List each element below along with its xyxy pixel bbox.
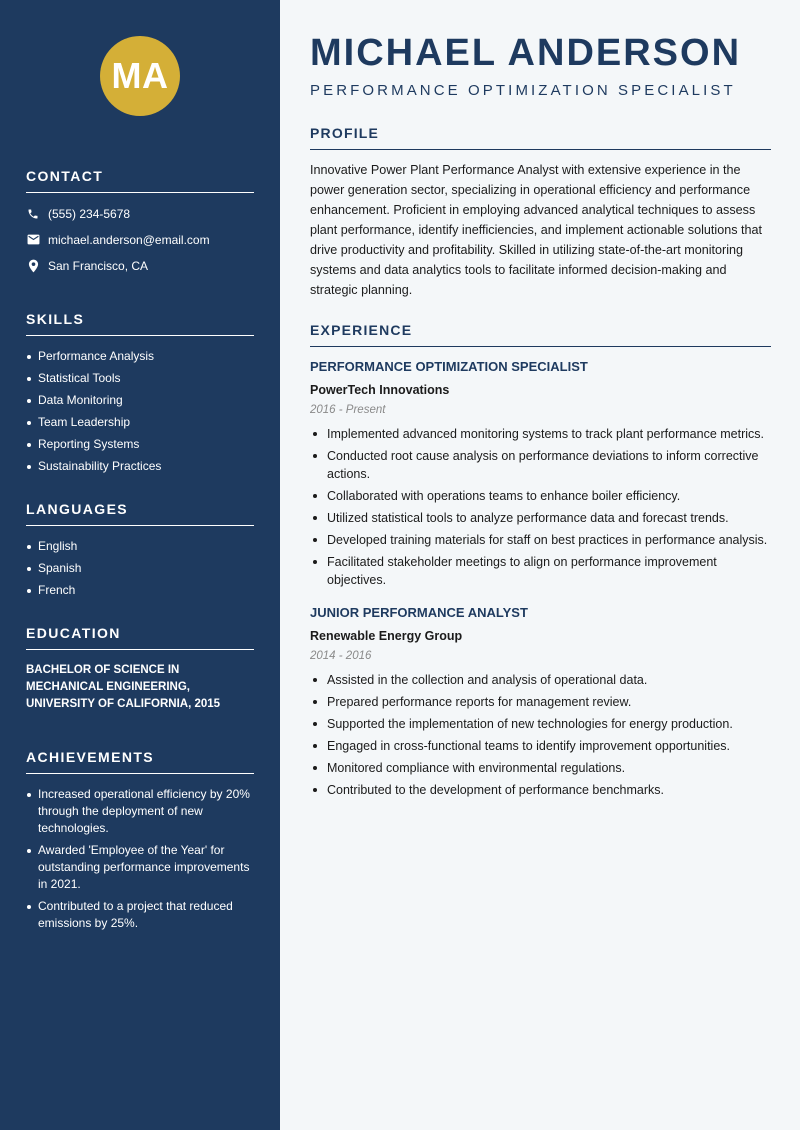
contact-email (26, 231, 254, 248)
job-entry (310, 605, 771, 799)
skill-item: Data Monitoring (26, 392, 254, 409)
job-company: PowerTech Innovations (310, 383, 450, 397)
job-entry (310, 359, 771, 589)
languages-heading: LANGUAGES (26, 501, 254, 526)
job-bullet: Facilitated stakeholder meetings to align on performance improvement objectives. (310, 553, 771, 589)
job-title: PERFORMANCE OPTIMIZATION SPECIALIST (310, 359, 588, 374)
job-dates: 2014 - 2016 (310, 650, 372, 662)
phone-icon (26, 207, 40, 221)
profile-section (310, 125, 771, 300)
languages-list (26, 538, 254, 599)
mail-icon (26, 233, 40, 247)
job-bullet: Utilized statistical tools to analyze performance data and forecast trends. (310, 509, 771, 527)
sidebar (0, 0, 280, 1130)
experience-section (310, 322, 771, 799)
contact-section (26, 168, 254, 274)
contact-phone (26, 205, 254, 222)
job-bullet: Prepared performance reports for management review. (310, 693, 771, 711)
job-dates: 2016 - Present (310, 404, 386, 416)
language-item: Spanish (26, 560, 254, 577)
job-bullet: Contributed to the development of performance benchmarks. (310, 781, 771, 799)
skill-item: Statistical Tools (26, 370, 254, 387)
skill-item: Sustainability Practices (26, 458, 254, 475)
skill-item: Reporting Systems (26, 436, 254, 453)
skills-list (26, 348, 254, 475)
skills-heading: SKILLS (26, 311, 254, 336)
contact-heading: CONTACT (26, 168, 254, 193)
achievement-item: Awarded 'Employee of the Year' for outstanding performance improvements in 2021. (26, 842, 254, 893)
achievement-item: Contributed to a project that reduced emissions by 25%. (26, 898, 254, 932)
job-bullet: Supported the implementation of new technologies for energy production. (310, 715, 771, 733)
skills-section (26, 311, 254, 475)
achievements-section (26, 749, 254, 932)
job-title: JUNIOR PERFORMANCE ANALYST (310, 605, 528, 620)
avatar: MA (100, 36, 180, 116)
education-heading: EDUCATION (26, 625, 254, 650)
phone-text[interactable]: (555) 234-5678 (48, 206, 131, 221)
main-content (310, 32, 771, 803)
achievements-heading: ACHIEVEMENTS (26, 749, 254, 774)
skill-item: Team Leadership (26, 414, 254, 431)
language-item: French (26, 582, 254, 599)
location-text: San Francisco, CA (48, 258, 149, 273)
languages-section (26, 501, 254, 599)
experience-heading: EXPERIENCE (310, 322, 771, 347)
job-bullet: Assisted in the collection and analysis of operational data. (310, 671, 771, 689)
skill-item: Performance Analysis (26, 348, 254, 365)
achievements-list (26, 786, 254, 932)
education-section (26, 625, 254, 713)
language-item: English (26, 538, 254, 555)
job-bullet: Implemented advanced monitoring systems to track plant performance metrics. (310, 425, 771, 443)
education-degree: BACHELOR OF SCIENCE IN MECHANICAL ENGINEERING, UNIVERSITY OF CALIFORNIA, 2015 (26, 664, 221, 710)
candidate-role: PERFORMANCE OPTIMIZATION SPECIALIST (310, 82, 736, 99)
achievement-item: Increased operational efficiency by 20% through the deployment of new technologies. (26, 786, 254, 837)
email-text[interactable]: michael.anderson@email.com (48, 232, 210, 247)
job-bullets (310, 671, 771, 799)
job-bullet: Collaborated with operations teams to enhance boiler efficiency. (310, 487, 771, 505)
location-pin-icon (26, 259, 40, 273)
job-bullet: Developed training materials for staff on best practices in performance analysis. (310, 531, 771, 549)
candidate-name: MICHAEL ANDERSON (310, 32, 742, 74)
job-bullet: Engaged in cross-functional teams to identify improvement opportunities. (310, 737, 771, 755)
job-bullets (310, 425, 771, 589)
job-bullet: Monitored compliance with environmental regulations. (310, 759, 771, 777)
job-company: Renewable Energy Group (310, 629, 463, 643)
job-bullet: Conducted root cause analysis on performance deviations to inform corrective actions. (310, 447, 771, 483)
contact-location (26, 257, 254, 274)
profile-text: Innovative Power Plant Performance Analyst with extensive experience in the power generation sector, specializing in operational efficiency and performance enhancement. Proficient in employing advanced analytical techniques to assess plant performance, identify inefficiencies, and implement actionable solutions that drive productivity and profitability. Skilled in utilizing state-of-the-art monitoring systems and data analytics tools to facilitate informed decision-making and strategic planning. (310, 163, 763, 297)
profile-heading: PROFILE (310, 125, 771, 150)
